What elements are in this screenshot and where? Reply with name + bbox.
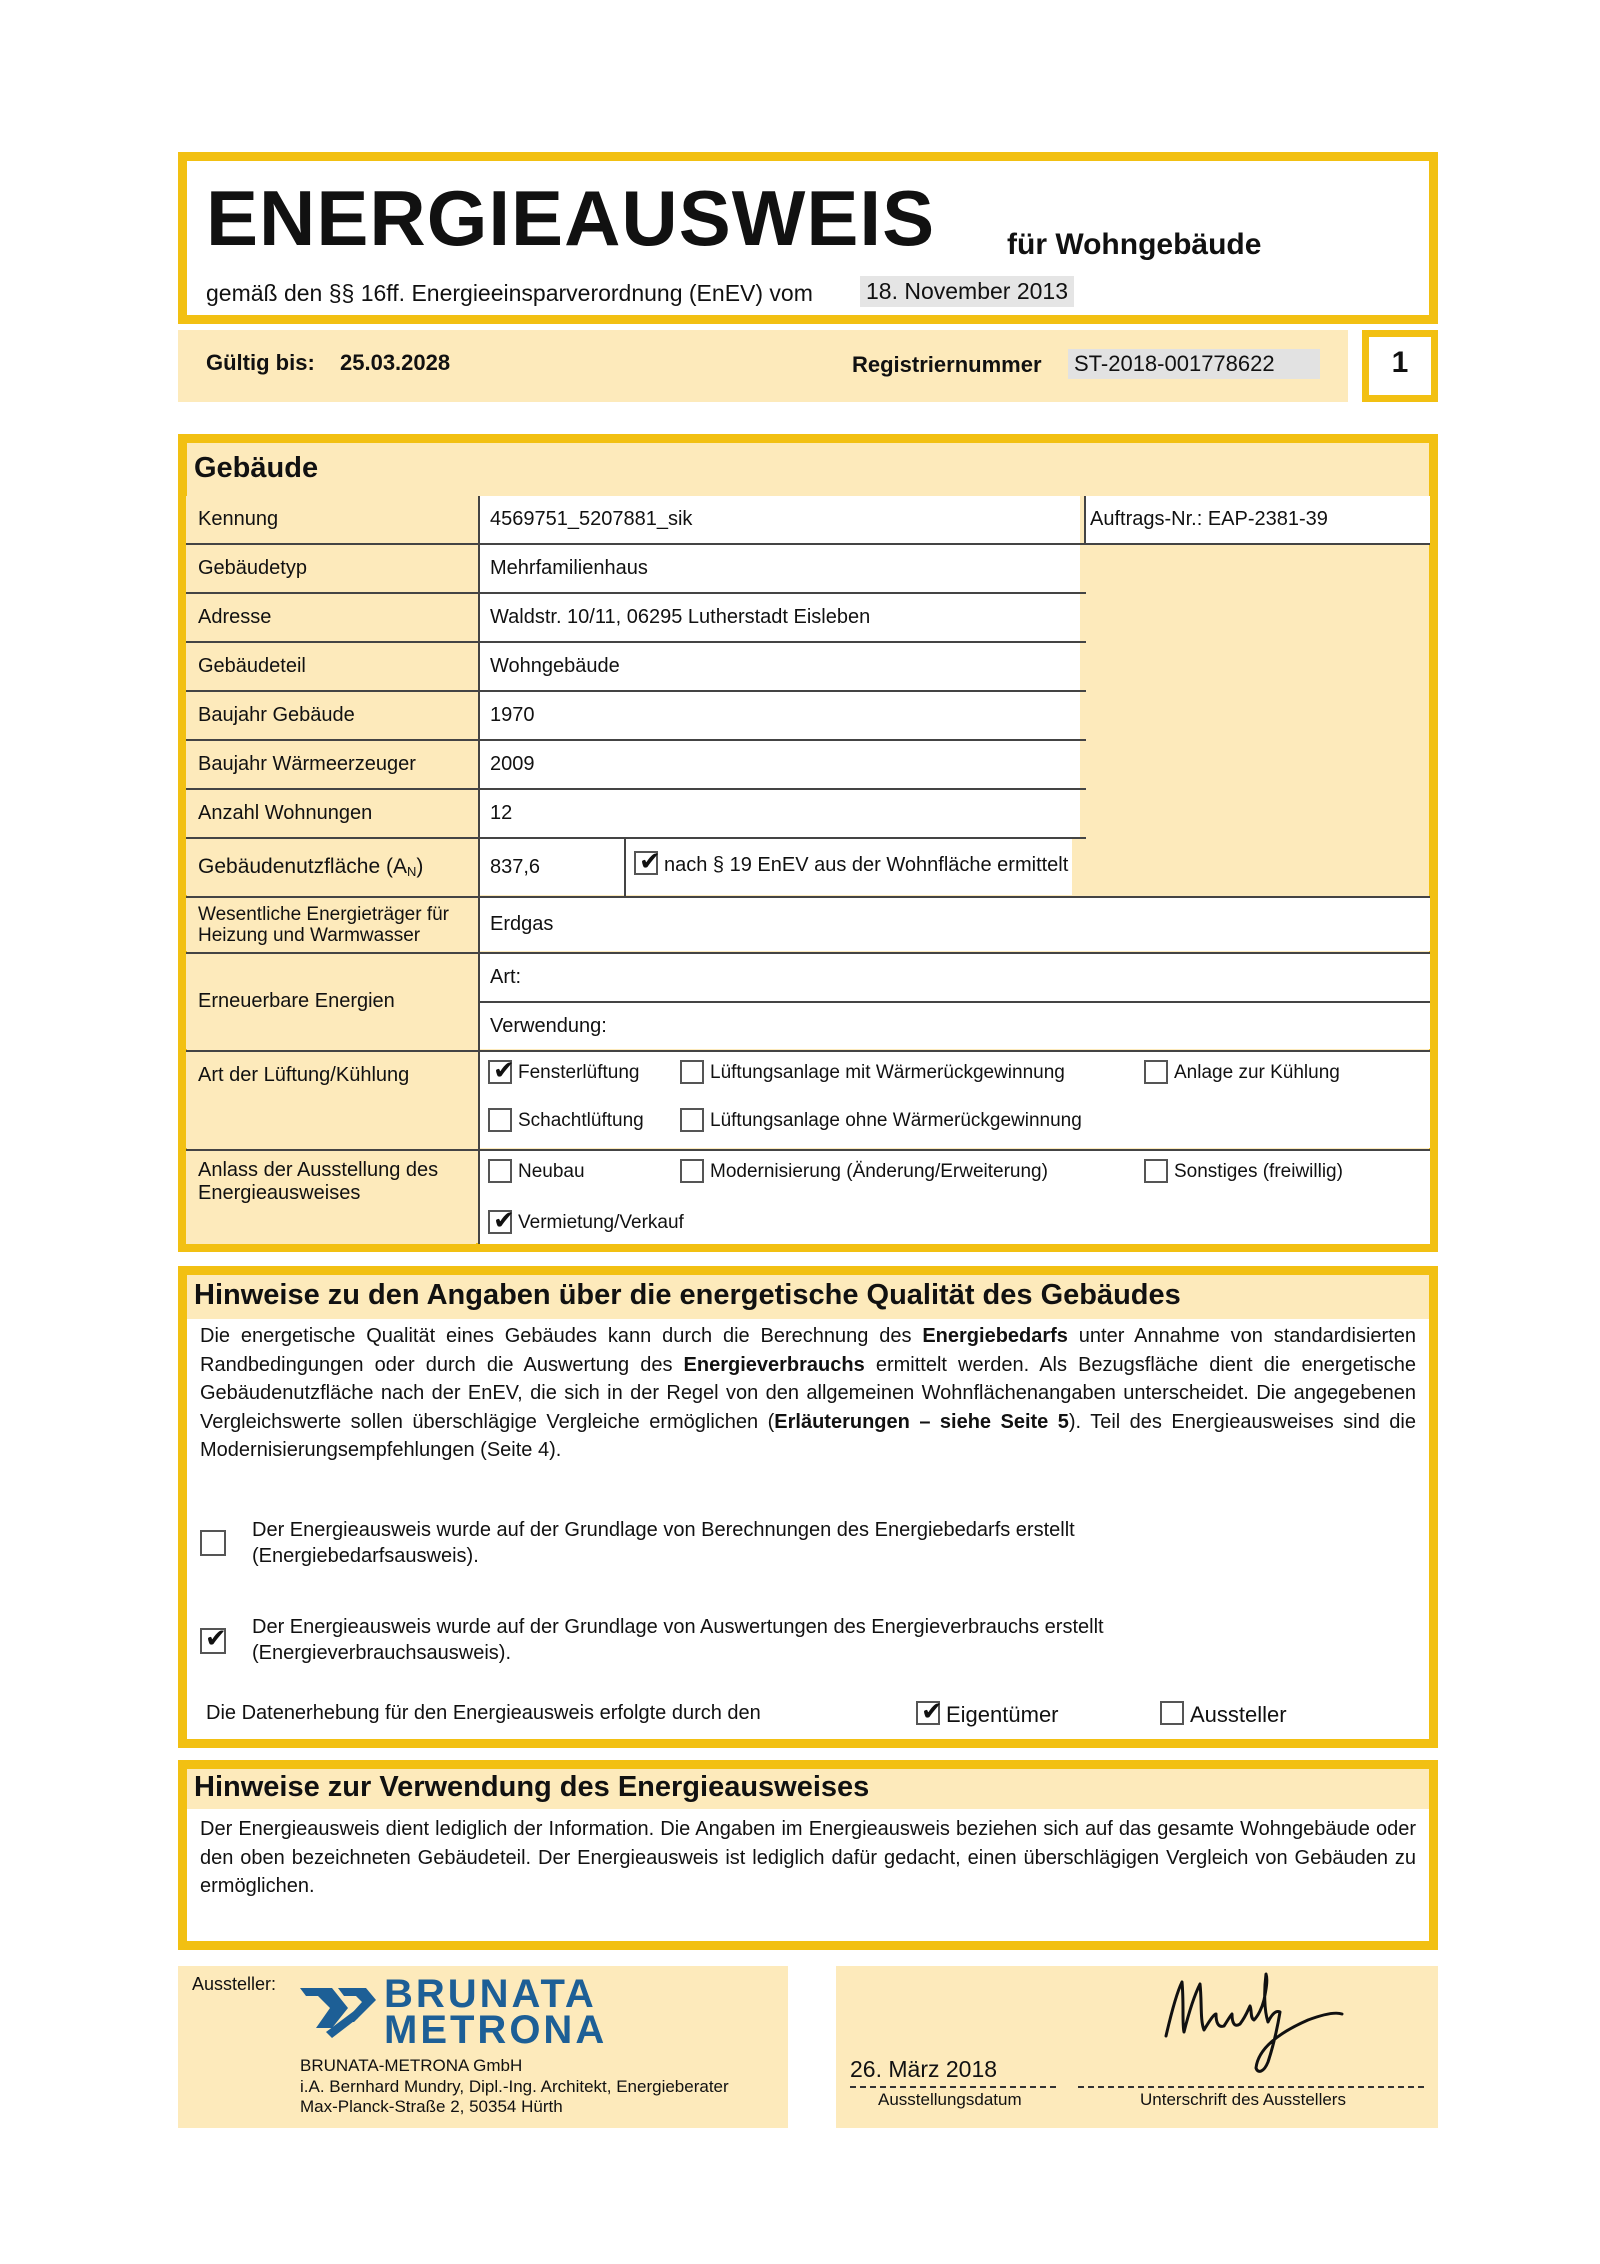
row-label-nutzflaeche	[186, 839, 476, 895]
logo-line-brunata: BRUNATA	[384, 1972, 597, 2016]
ventilation-shaft-checkbox[interactable]	[488, 1108, 512, 1132]
table-line	[480, 1001, 1430, 1003]
legal-basis: gemäß den §§ 16ff. Energieeinsparverordnung (EnEV) vom	[206, 280, 813, 306]
row-value-gebaeudetyp: Mehrfamilienhaus	[480, 545, 1080, 592]
issue-date-label: Ausstellungsdatum	[878, 2090, 1022, 2109]
row-label-waermeerzeuger: Baujahr Wärmeerzeuger	[186, 741, 476, 788]
table-line	[186, 739, 1086, 741]
row-label-lueftung: Art der Lüftung/Kühlung	[186, 1052, 476, 1148]
reason-new-build-checkbox[interactable]	[488, 1159, 512, 1183]
signature-label: Unterschrift des Ausstellers	[1140, 2090, 1346, 2109]
row-label-gebaeudetyp: Gebäudetyp	[186, 545, 476, 592]
valid-until-label: Gültig bis:	[206, 350, 315, 375]
table-line	[1084, 496, 1086, 543]
building-table	[186, 496, 1430, 1244]
building-section-title: Gebäude	[194, 452, 319, 484]
collector-owner-checkbox[interactable]	[916, 1697, 943, 1727]
order-number: Auftrags-Nr.: EAP-2381-39	[1086, 496, 1430, 543]
issue-date-line	[850, 2086, 1056, 2088]
notes-text-part: ermittelt werden. Als Bezugsfläche dient die energetische Gebäudenutzfläche nach der EnEV, die sich in der Regel von den allgemeinen Wohnflächenangaben unterscheidet. Die angegebenen Vergleichswerte sollen überschlägige Vergleiche ermöglichen (	[200, 1353, 1416, 1433]
reason-other-checkbox[interactable]	[1144, 1159, 1168, 1183]
document-title: ENERGIEAUSWEIS	[206, 174, 936, 262]
row-value-wohnungen: 12	[480, 790, 1080, 837]
demand-certificate-text: Der Energieausweis wurde auf der Grundlage von Berechnungen des Energiebedarfs erstellt	[252, 1519, 1075, 1541]
data-collection-text: Die Datenerhebung für den Energieausweis erfolgte durch den	[206, 1702, 761, 1724]
reason-rent-sale-label: Vermietung/Verkauf	[518, 1212, 684, 1233]
row-value-adresse: Waldstr. 10/11, 06295 Lutherstadt Eisleben	[480, 594, 1080, 641]
notes-section-title: Hinweise zu den Angaben über die energetische Qualität des Gebäudes	[194, 1279, 1181, 1311]
row-value-energietraeger: Erdgas	[480, 898, 1430, 951]
issue-date: 26. März 2018	[850, 2056, 998, 2082]
area-note-label: nach § 19 EnEV aus der Wohnfläche ermittelt	[664, 854, 1069, 876]
consumption-certificate-text: Der Energieausweis wurde auf der Grundlage von Auswertungen des Energieverbrauchs erstellt	[252, 1616, 1104, 1638]
issuer-label: Aussteller:	[192, 1974, 277, 1994]
collector-owner-label: Eigentümer	[946, 1702, 1059, 1727]
row-label-anlass: Anlass der Ausstellung des Energieausweises	[186, 1151, 476, 1244]
table-line	[186, 1050, 1430, 1052]
row-label-gebaeudeteil: Gebäudeteil	[186, 643, 476, 690]
area-note-checkbox[interactable]	[634, 847, 661, 877]
table-line	[186, 690, 1086, 692]
check-mark-icon: ✔	[493, 1206, 515, 1236]
valid-until-date: 25.03.2028	[340, 350, 451, 375]
legal-basis-date: 18. November 2013	[860, 276, 1074, 307]
signature-image	[1158, 1970, 1348, 2078]
ventilation-recovery-label: Lüftungsanlage mit Wärmerückgewinnung	[710, 1062, 1065, 1083]
ventilation-shaft-label: Schachtlüftung	[518, 1110, 644, 1131]
row-label-adresse: Adresse	[186, 594, 476, 641]
row-value-kennung: 4569751_5207881_sik	[480, 496, 1080, 543]
table-line	[186, 788, 1086, 790]
area-label-end: )	[416, 855, 424, 878]
consumption-certificate-type: (Energieverbrauchsausweis).	[252, 1642, 512, 1664]
row-label-energietraeger: Wesentliche Energieträger für Heizung und Warmwasser	[186, 898, 476, 951]
cooling-checkbox[interactable]	[1144, 1060, 1168, 1084]
document-subtitle: für Wohngebäude	[1007, 228, 1262, 261]
registration-label: Registriernummer	[852, 352, 1042, 377]
renewable-type: Art:	[480, 954, 1430, 1001]
cooling-label: Anlage zur Kühlung	[1174, 1062, 1340, 1083]
reason-new-build-label: Neubau	[518, 1161, 585, 1182]
consumption-certificate-checkbox[interactable]	[200, 1624, 227, 1654]
issuer-company: BRUNATA-METRONA GmbH	[300, 2056, 523, 2075]
usage-section-title: Hinweise zur Verwendung des Energieausweises	[194, 1771, 870, 1803]
usage-paragraph: Der Energieausweis dient lediglich der Information. Die Angaben im Energieausweis beziehen sich auf das gesamte Wohngebäude oder den oben bezeichneten Gebäudeteil. Der Energieausweis ist lediglich dafür gedacht, einen überschlägigen Vergleich von Gebäuden zu ermöglichen.	[200, 1818, 1416, 1897]
ventilation-window-label: Fensterlüftung	[518, 1062, 640, 1083]
row-value-nutzflaeche: 837,6	[480, 839, 624, 895]
reason-modernisation-label: Modernisierung (Änderung/Erweiterung)	[710, 1161, 1048, 1182]
table-line	[478, 496, 480, 1244]
table-line	[186, 641, 1086, 643]
notes-paragraph	[200, 1322, 1416, 1465]
row-label-kennung: Kennung	[186, 496, 476, 543]
notes-bold-term: Energieverbrauchs	[683, 1353, 865, 1376]
notes-text-part: unter Annahme von standardisierten Randbedingungen oder durch die Auswertung des	[200, 1325, 1417, 1376]
table-line	[624, 839, 626, 896]
table-line	[186, 896, 1430, 898]
row-value-waermeerzeuger: 2009	[480, 741, 1080, 788]
table-line	[186, 1149, 1430, 1151]
registration-number: ST-2018-001778622	[1068, 349, 1320, 379]
signature-line	[1078, 2086, 1424, 2088]
area-label-subscript: N	[406, 863, 417, 879]
issuer-address: Max-Planck-Straße 2, 50354 Hürth	[300, 2097, 563, 2116]
collector-issuer-label: Aussteller	[1190, 1702, 1287, 1727]
check-mark-icon: ✔	[639, 847, 661, 877]
reason-rent-sale-checkbox[interactable]	[488, 1206, 515, 1236]
demand-certificate-type: (Energiebedarfsausweis).	[252, 1545, 479, 1567]
logo-line-metrona: METRONA	[384, 2008, 608, 2052]
notes-text-part: Die energetische Qualität eines Gebäudes kann durch die Berechnung des	[200, 1325, 923, 1347]
table-line	[186, 952, 1430, 954]
reason-other-label: Sonstiges (freiwillig)	[1174, 1161, 1343, 1182]
renewable-usage: Verwendung:	[480, 1003, 1430, 1049]
table-line	[186, 543, 1430, 545]
row-label-wohnungen: Anzahl Wohnungen	[186, 790, 476, 837]
area-label: Gebäudenutzfläche (A	[198, 855, 407, 878]
notes-bold-term: Erläuterungen – siehe Seite 5	[774, 1410, 1069, 1433]
row-value-baujahr: 1970	[480, 692, 1080, 739]
issuer-person: i.A. Bernhard Mundry, Dipl.-Ing. Architekt, Energieberater	[300, 2077, 729, 2096]
row-label-erneuerbare: Erneuerbare Energien	[186, 954, 476, 1049]
collector-issuer-checkbox[interactable]	[1160, 1701, 1184, 1725]
check-mark-icon: ✔	[921, 1697, 943, 1727]
page-number: 1	[1391, 346, 1409, 379]
notes-text-part: ). Teil des Energieausweises sind die Modernisierungsempfehlungen (Seite 4).	[200, 1410, 1416, 1461]
notes-bold-term: Energiebedarfs	[922, 1325, 1068, 1347]
ventilation-norecovery-label: Lüftungsanlage ohne Wärmerückgewinnung	[710, 1110, 1082, 1131]
row-value-gebaeudeteil: Wohngebäude	[480, 643, 1080, 690]
brunata-logo-icon	[296, 1978, 380, 2042]
table-line	[186, 592, 1086, 594]
ventilation-recovery-checkbox[interactable]	[680, 1060, 704, 1084]
table-line	[186, 837, 1086, 839]
ventilation-norecovery-checkbox[interactable]	[680, 1108, 704, 1132]
check-mark-icon: ✔	[205, 1624, 227, 1654]
demand-certificate-checkbox[interactable]	[200, 1530, 226, 1556]
ventilation-window-checkbox[interactable]	[488, 1056, 515, 1086]
reason-modernisation-checkbox[interactable]	[680, 1159, 704, 1183]
check-mark-icon: ✔	[493, 1056, 515, 1086]
row-label-baujahr: Baujahr Gebäude	[186, 692, 476, 739]
